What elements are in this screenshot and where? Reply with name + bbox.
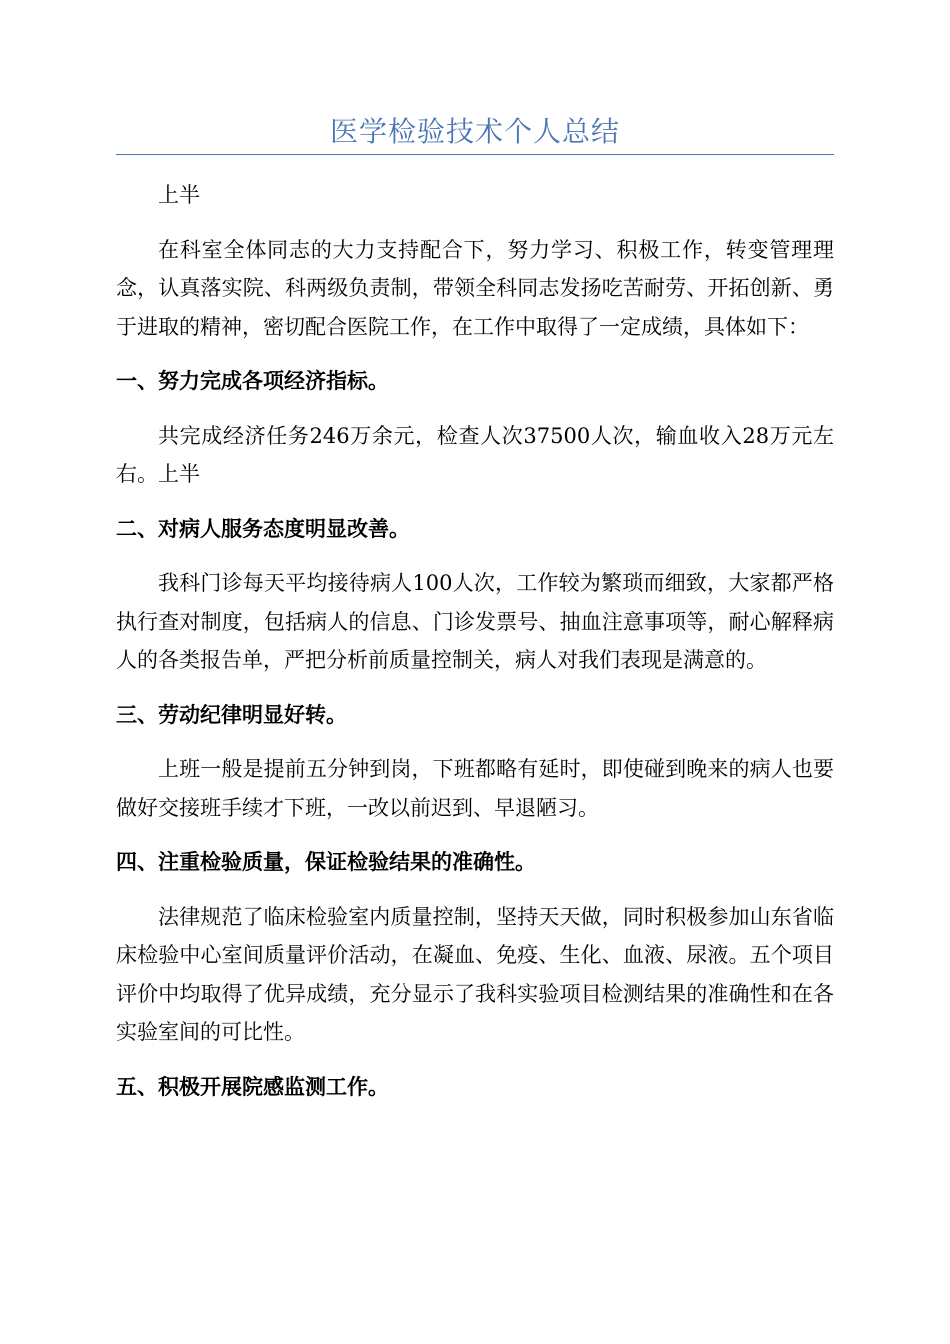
section-heading-5: 五、积极开展院感监测工作。 (116, 1074, 389, 1099)
section-body-1: 共完成经济任务246万余元，检查人次37500人次，输血收入28万元左右。上半 (116, 423, 834, 486)
section-heading-4: 四、注重检验质量，保证检验结果的准确性。 (116, 850, 536, 874)
section-heading-3: 三、劳动纪律明显好转。 (116, 702, 347, 727)
section-body-4: 法律规范了临床检验室内质量控制，坚持天天做，同时积极参加山东省临床检验中心室间质量评价活动，在凝血、免疫、生化、血液、尿液。五个项目评价中均取得了优异成绩，充分显示了我科实验项目检测结果的准确性和在各实验室间的可比性。 (116, 904, 834, 1044)
title-underline (116, 154, 834, 155)
section-heading-1: 一、努力完成各项经济指标。 (116, 369, 389, 393)
document-title: 医学检验技术个人总结 (329, 115, 620, 148)
section-heading-2: 二、对病人服务态度明显改善。 (116, 516, 410, 541)
section-body-3: 上班一般是提前五分钟到岗，下班都略有延时，即使碰到晚来的病人也要做好交接班手续才下班，一改以前迟到、早退陋习。 (116, 757, 834, 820)
intro-short-paragraph: 上半 (158, 183, 200, 207)
intro-paragraph: 在科室全体同志的大力支持配合下，努力学习、积极工作，转变管理理念，认真落实院、科两级负责制，带领全科同志发扬吃苦耐劳、开拓创新、勇于进取的精神，密切配合医院工作，在工作中取得了一定成绩，具体如下： (116, 237, 834, 339)
document-body (116, 176, 834, 1106)
section-body-2: 我科门诊每天平均接待病人100人次，工作较为繁琐而细致，大家都严格执行查对制度，包括病人的信息、门诊发票号、抽血注意事项等，耐心解释病人的各类报告单，严把分析前质量控制关，病人对我们表现是满意的。 (116, 571, 834, 672)
